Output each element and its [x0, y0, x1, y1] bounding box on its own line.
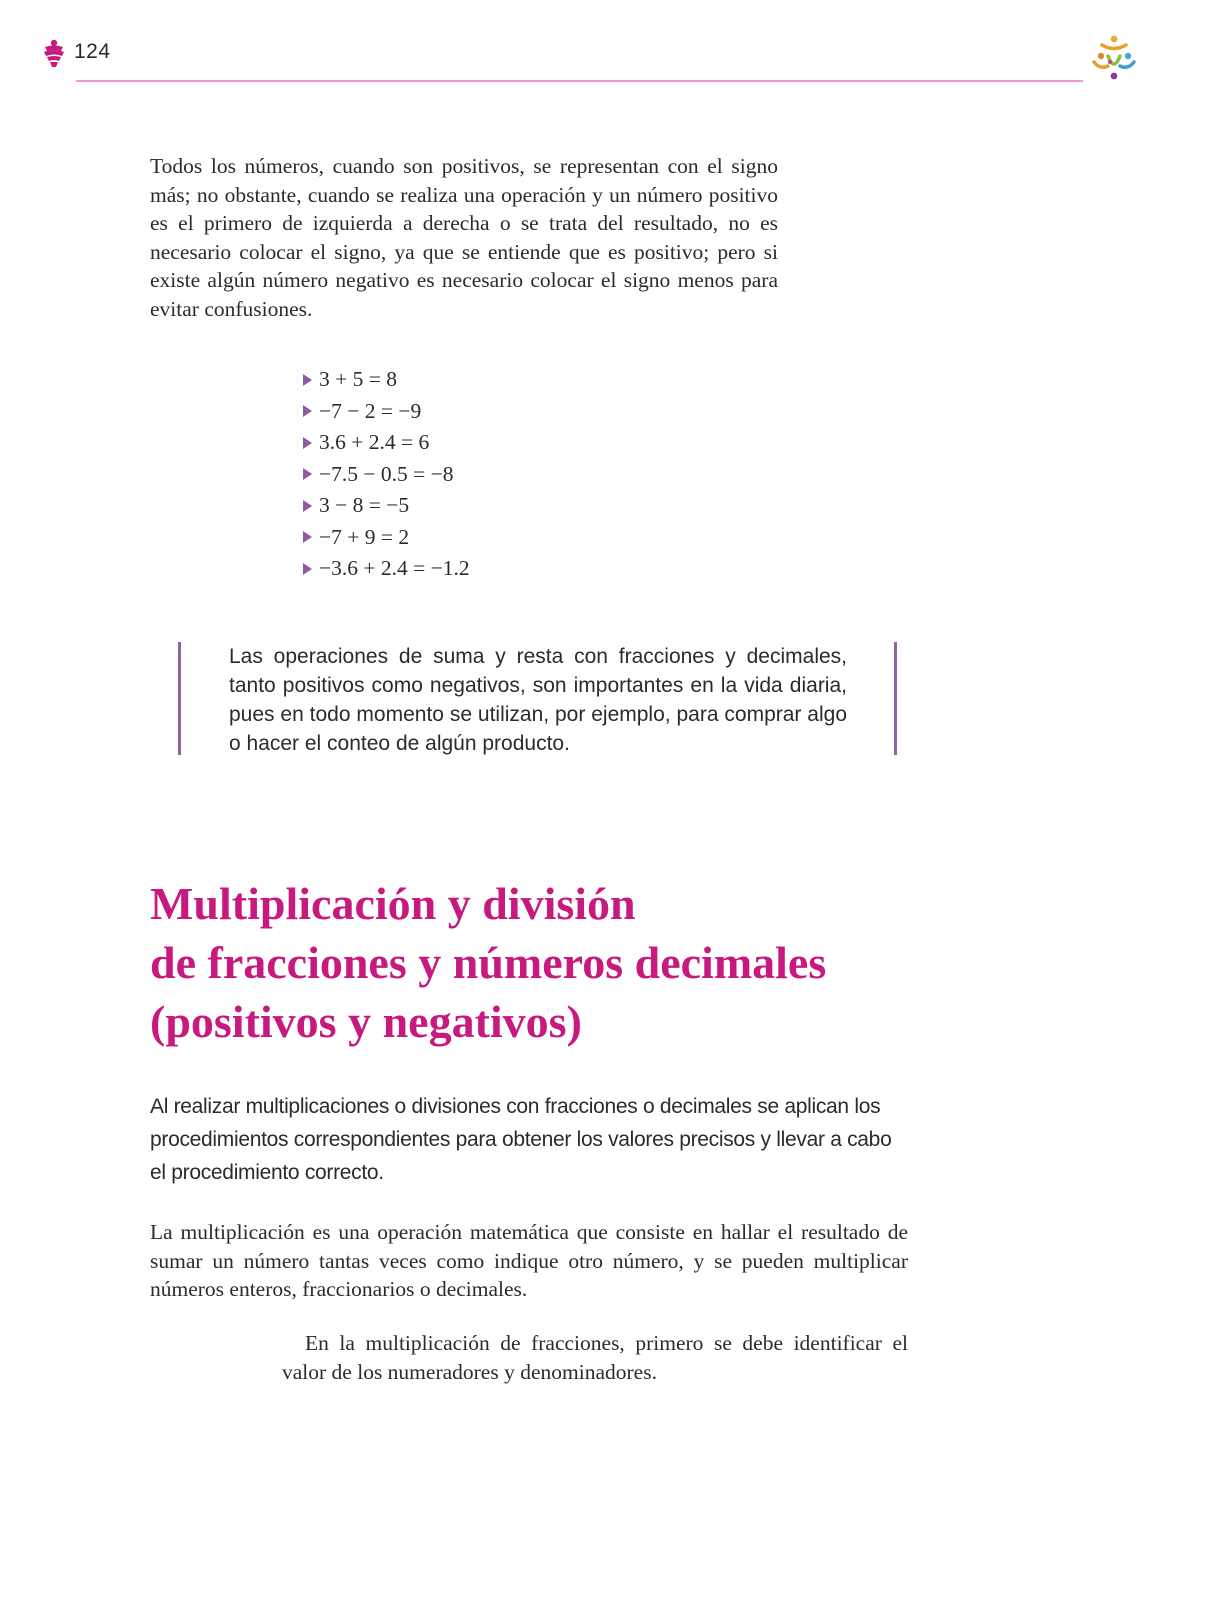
equation-text: 3.6 + 2.4 = 6: [319, 430, 430, 455]
equation-text: −7.5 − 0.5 = −8: [319, 461, 454, 486]
list-item: [303, 459, 470, 491]
list-item: [303, 490, 470, 522]
list-item: [303, 522, 470, 554]
list-item: [303, 396, 470, 428]
bullet-arrow-icon: [303, 563, 312, 575]
header-rule: [76, 80, 1083, 82]
section-title-line: (positivos y negativos): [150, 996, 582, 1047]
bullet-arrow-icon: [303, 437, 312, 449]
section-intro-paragraph: Al realizar multiplicaciones o divisiones con fracciones o decimales se aplican los procedimientos correspondientes para obtener los valores precisos y llevar a cabo el procedimiento correcto.: [150, 1095, 892, 1184]
fractions-paragraph: En la multiplicación de fracciones, primero se debe identificar el valor de los numeradores y denominadores.: [282, 1331, 908, 1384]
callout-text: Las operaciones de suma y resta con fracciones y decimales, tanto positivos como negativos, son importantes en la vida diaria, pues en todo momento se utilizan, por ejemplo, para comprar algo o hacer el conteo de algún producto.: [229, 645, 847, 755]
section-title: [150, 874, 826, 1051]
callout-left-bar: [178, 642, 181, 755]
list-item: [303, 553, 470, 585]
bullet-arrow-icon: [303, 500, 312, 512]
bullet-arrow-icon: [303, 468, 312, 480]
equation-text: 3 + 5 = 8: [319, 367, 398, 392]
list-item: [303, 364, 470, 396]
equation-text: −3.6 + 2.4 = −1.2: [319, 556, 470, 581]
section-title-line: Multiplicación y división: [150, 878, 636, 929]
equation-text: −7 + 9 = 2: [319, 524, 410, 549]
equation-list: [303, 364, 470, 585]
equation-text: 3 − 8 = −5: [319, 493, 410, 518]
eagle-emblem-icon: [42, 38, 66, 68]
page-number: 124: [74, 40, 111, 63]
equation-text: −7 − 2 = −9: [319, 398, 422, 423]
bullet-arrow-icon: [303, 405, 312, 417]
intro-paragraph: Todos los números, cuando son positivos, se representan con el signo más; no obstante, cuando se realiza una operación y un número positivo es el primero de izquierda a derecha o se trata del resultado, no es necesario colocar el signo, ya que se entiende que es positivo; pero si existe algún número negativo es necesario colocar el signo menos para evitar confusiones.: [150, 154, 778, 321]
bullet-arrow-icon: [303, 531, 312, 543]
bullet-arrow-icon: [303, 374, 312, 386]
colorful-figures-logo-icon: [1088, 32, 1140, 84]
section-title-line: de fracciones y números decimales: [150, 937, 827, 988]
callout-right-bar: [894, 642, 897, 755]
list-item: [303, 427, 470, 459]
multiplication-paragraph: La multiplicación es una operación matemática que consiste en hallar el resultado de sumar un número tantas veces como indique otro número, y se pueden multiplicar números enteros, fraccionarios o decimales.: [150, 1220, 908, 1301]
